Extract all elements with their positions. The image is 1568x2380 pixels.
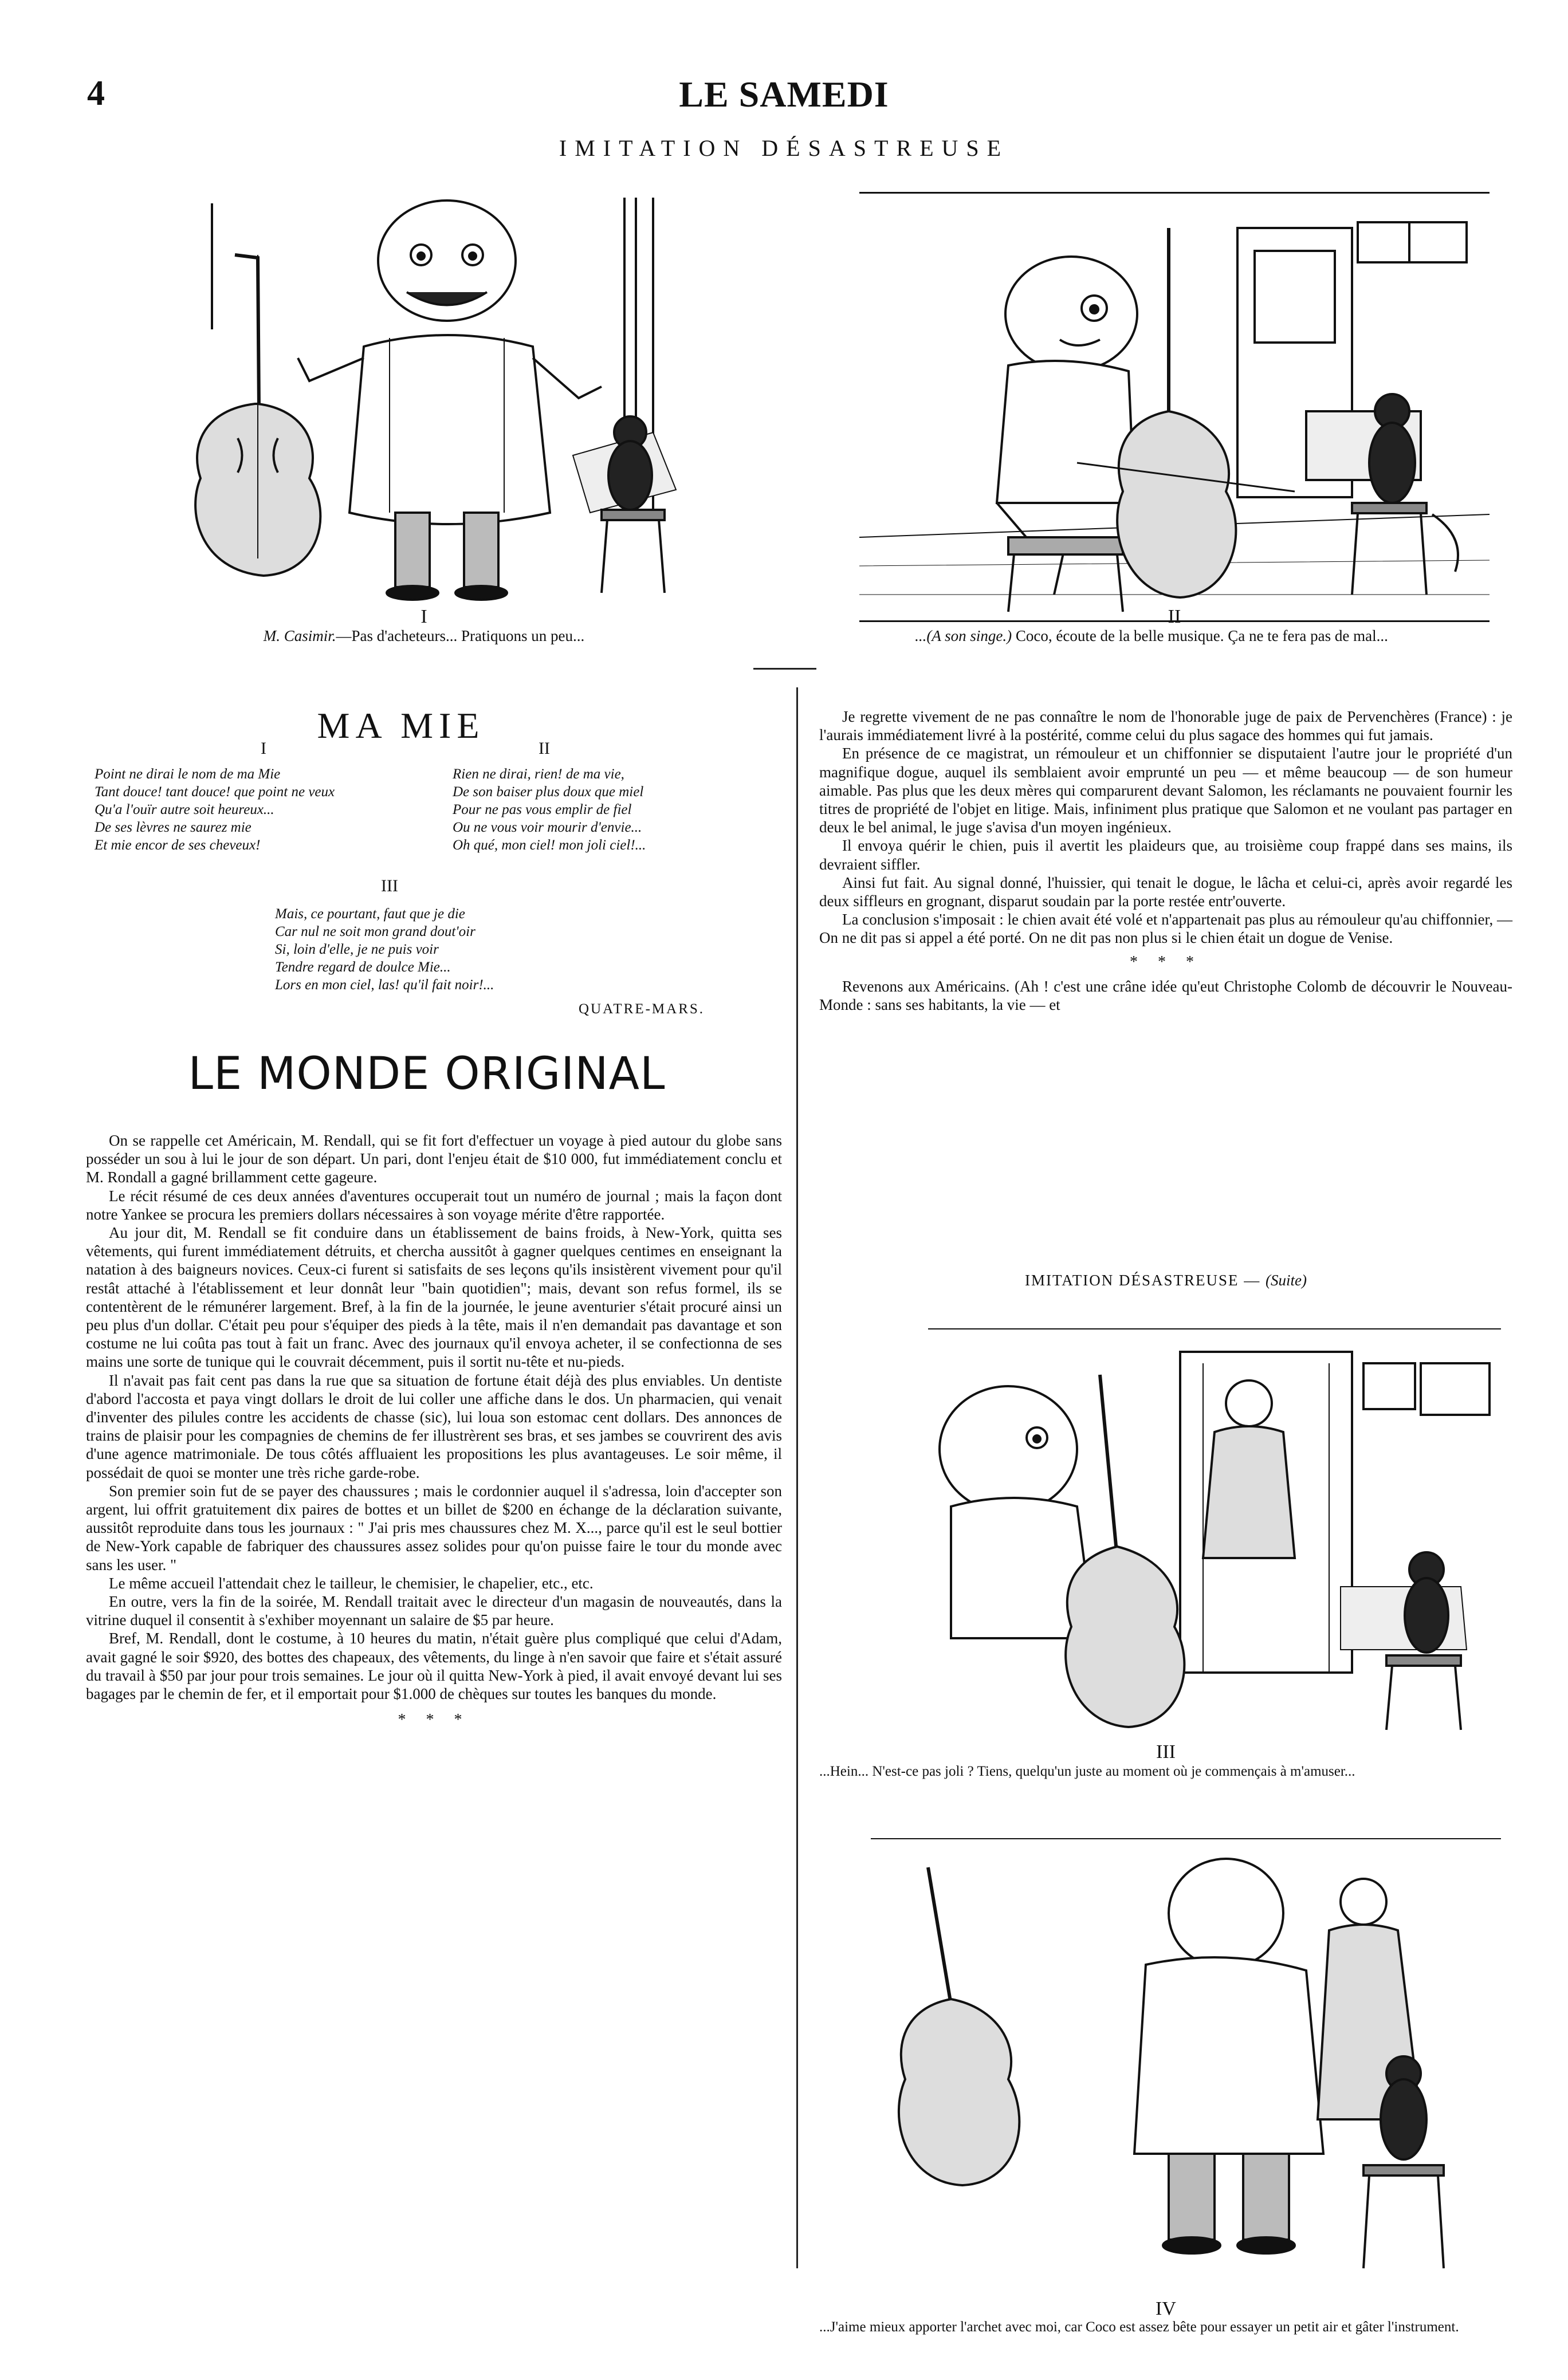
panel-4-caption: ...J'aime mieux apporter l'archet avec moi, car Coco est assez bête pour essayer un petit air et gâter l'instrument. [819, 2319, 1459, 2335]
comic-panel-3-illustration [928, 1317, 1501, 1741]
panel-2-caption [779, 627, 1524, 645]
article-paragraph: On se rappelle cet Américain, M. Rendall, qui se fit fort d'effectuer un voyage à pied autour du globe sans posséder un sou à lui le jour de son départ. Un pari, dont l'enjeu était de $10 000, fut immédiatement conclu et M. Rondall a gagné brillamment cette gageure. [86, 1132, 782, 1186]
page-number: 4 [87, 74, 105, 113]
verse-line: Et mie encor de ses cheveux! [95, 837, 261, 853]
strip-continued-title-text: IMITATION DÉSASTREUSE — [1024, 1272, 1261, 1289]
comic-panel-2 [859, 192, 1490, 622]
verse-line: Lors en mon ciel, las! qu'il fait noir!... [275, 977, 494, 993]
article-right-column [819, 707, 1512, 1014]
panel-1-caption-text: —Pas d'acheteurs... Pratiquons un peu... [336, 627, 585, 644]
panel-1-speaker: M. Casimir. [263, 627, 336, 644]
masthead: LE SAMEDI [679, 74, 889, 115]
verse-line: Ou ne vous voir mourir d'envie... [453, 820, 642, 835]
column-divider [796, 687, 798, 2268]
comic-panel-1-illustration [137, 192, 710, 604]
panel-2-speaker: ...(A son singe.) [915, 627, 1012, 644]
article-paragraph: La conclusion s'imposait : le chien avait été volé et n'appartenait pas plus au rémouleur qu'au chiffonnier, — On ne dit pas si appel a été porté. On ne dit pas non plus si le chien était un dogue de Venise. [819, 911, 1512, 947]
verse-line: De ses lèvres ne saurez mie [95, 820, 251, 835]
article-paragraph: Son premier soin fut de se payer des chaussures ; mais le cordonnier auquel il s'adressa, loin d'accepter son argent, lui offrit gratuitement dix paires de bottes et un billet de $200 en échange de la déclaration suivante, aussitôt reproduite dans tous les journaux : " J'ai pris mes chaussures chez M. X..., parce qu'il est le seul bottier de New-York capable de fabriquer des chaussures assez solides pour qu'on puisse faire le tour du monde avec sans les user. " [86, 1482, 782, 1573]
poem-stanza-2-numeral: II [539, 739, 550, 758]
article-paragraph: Le récit résumé de ces deux années d'aventures occuperait tout un numéro de journal ; mais la façon dont notre Yankee se procura les premiers dollars nécessaires à son voyage mérite d'être rapportée. [86, 1187, 782, 1223]
poem-stanza-3-numeral: III [381, 876, 398, 895]
article-paragraph: En outre, vers la fin de la soirée, M. Rendall traitait avec le directeur d'un magasin de nouveautés, dans la vitrine duquel il consentit à s'exhiber moyennant un salaire de $5 par heure. [86, 1593, 782, 1629]
strip-continued-title [819, 1272, 1512, 1289]
verse-line: Point ne dirai le nom de ma Mie [95, 766, 281, 782]
poem-stanza-1 [95, 765, 335, 854]
article-paragraph: Il envoya quérir le chien, puis il avertit les plaideurs que, au troisième coup frappé dans ses mains, ils devraient siffler. [819, 837, 1512, 873]
article-paragraph: Au jour dit, M. Rendall se fit conduire dans un établissement de bains froids, à New-York, quitta ses vêtements, qui furent immédiatement détruits, et chercha aussitôt à gagner quelques centimes en enseignant la natation à des baigneurs novices. Ceux-ci furent si satisfaits de ses leçons qu'ils insistèrent vivement pour qu'il restât attaché à l'établissement et leur donnât leur "bain quotidien"; mais, devant son refus formel, ils se contentèrent de le rémunérer largement. Bref, à la fin de la journée, le jeune aventurier s'était procuré ainsi un peu plus d'un dollar. C'était peu pour s'équiper des pieds à la tête, mais il n'en demandait pas davantage et son costume ne lui coûta pas tout à fait un franc. Avec des journaux qu'il envoya acheter, il se confectionna de ses mains une sorte de tunique qui le couvrait décemment, puis il sortit nu-tête et nu-pieds. [86, 1224, 782, 1371]
section-stars: * * * [398, 1711, 470, 1729]
panel-1-caption [137, 627, 710, 645]
comic-panel-1 [137, 192, 710, 604]
header-divider [753, 668, 816, 670]
verse-line: Car nul ne soit mon grand dout'oir [275, 924, 475, 939]
panel-1-numeral: I [421, 606, 427, 627]
verse-line: Mais, ce pourtant, faut que je die [275, 906, 465, 922]
verse-line: Pour ne pas vous emplir de fiel [453, 802, 632, 817]
article-left-column [86, 1131, 782, 1730]
verse-line: De son baiser plus doux que miel [453, 784, 644, 800]
article-paragraph: Bref, M. Rendall, dont le costume, à 10 heures du matin, n'était guère plus compliqué que celui d'Adam, avait gagné le soir $920, des bottes des chapeaux, des vêtements, du linge à n'en savoir que faire et s'était assuré du travail à $50 par jour pour trois semaines. Le jour où il quitta New-York à pied, il avait envoyé devant lui ses bagages par le chemin de fer, et il emportait pour $1.000 de chèques sur toutes les banques du monde. [86, 1630, 782, 1703]
panel-2-numeral: II [1168, 606, 1181, 627]
panel-4-numeral: IV [1156, 2298, 1176, 2319]
panel-3-numeral: III [1156, 1741, 1176, 1763]
article-paragraph: Je regrette vivement de ne pas connaître le nom de l'honorable juge de paix de Pervenchères (France) : je l'aurais immédiatement livré à la postérité, comme celui du plus sagace des hommes qui fut jamais. [819, 708, 1512, 744]
poem-stanza-1-numeral: I [261, 739, 266, 758]
verse-line: Qu'a l'ouïr autre soit heureux... [95, 802, 274, 817]
comic-panel-2-illustration [859, 194, 1490, 620]
article-paragraph: Le même accueil l'attendait chez le tailleur, le chemisier, le chapelier, etc., etc. [109, 1574, 594, 1592]
article-headline: LE MONDE ORIGINAL [188, 1048, 666, 1100]
article-paragraph: Ainsi fut fait. Au signal donné, l'huissier, qui tenait le dogue, le lâcha et celui-ci, après avoir regardé les deux siffleurs en grognant, disparut soudain par la porte restée entr'ouverte. [819, 874, 1512, 910]
verse-line: Oh qué, mon ciel! mon joli ciel!... [453, 837, 646, 853]
poem-signature: QUATRE-MARS. [579, 1001, 705, 1017]
comic-panel-3 [928, 1317, 1501, 1741]
comic-panel-4-illustration [871, 1833, 1501, 2297]
strip-continued-suffix: (Suite) [1266, 1272, 1307, 1289]
poem-stanza-2 [453, 765, 646, 854]
article-paragraph: Revenons aux Américains. (Ah ! c'est une crâne idée qu'eut Christophe Colomb de découvrir le Nouveau-Monde : sans ses habitants, la vie — et [819, 977, 1512, 1014]
verse-line: Si, loin d'elle, je ne puis voir [275, 942, 439, 957]
comic-panel-4 [871, 1833, 1501, 2297]
panel-2-caption-text: Coco, écoute de la belle musique. Ça ne te fera pas de mal... [1015, 627, 1388, 644]
panel-3-caption: ...Hein... N'est-ce pas joli ? Tiens, quelqu'un juste au moment où je commençais à m'amuser... [819, 1764, 1355, 1779]
poem-stanza-3 [275, 905, 494, 994]
article-paragraph: En présence de ce magistrat, un rémouleur et un chiffonnier se disputaient l'autre jour le propriété d'un magnifique dogue, auquel ils semblaient avoir emprunté un peu — et même beaucoup — de son humeur aimable. Pas plus que les deux mères qui comparurent devant Salomon, les réclamants ne pouvaient fournir les titres de propriété de l'objet en litige. Mais, infiniment plus pratique que Salomon et ne voulant pas partager en deux le bel animal, le juge s'avisa d'un moyen ingénieux. [819, 745, 1512, 836]
verse-line: Rien ne dirai, rien! de ma vie, [453, 766, 624, 782]
verse-line: Tendre regard de doulce Mie... [275, 959, 451, 975]
article-paragraph: Il n'avait pas fait cent pas dans la rue que sa situation de fortune était déjà des plus enviables. Un dentiste d'abord l'accosta et paya vingt dollars le droit de lui coller une affiche dans le dos. Un pharmacien, qui venait d'inventer des pilules contre les accidents de chasse (sic), lui loua son estomac cent dollars. Des annonces de trains de plaisir pour les compagnies de chemins de fer illustrèrent ses bras, et ses jambes se couvrirent des avis d'une agence matrimoniale. De tous côtés affluaient les propositions les plus avantageuses. Le soir même, il possédait de quoi se monter une très riche garde-robe. [86, 1371, 782, 1481]
strip-title: IMITATION DÉSASTREUSE [559, 135, 1009, 161]
poem-title: MA MIE [317, 705, 485, 746]
section-stars: * * * [1130, 953, 1202, 971]
verse-line: Tant douce! tant douce! que point ne veux [95, 784, 335, 800]
